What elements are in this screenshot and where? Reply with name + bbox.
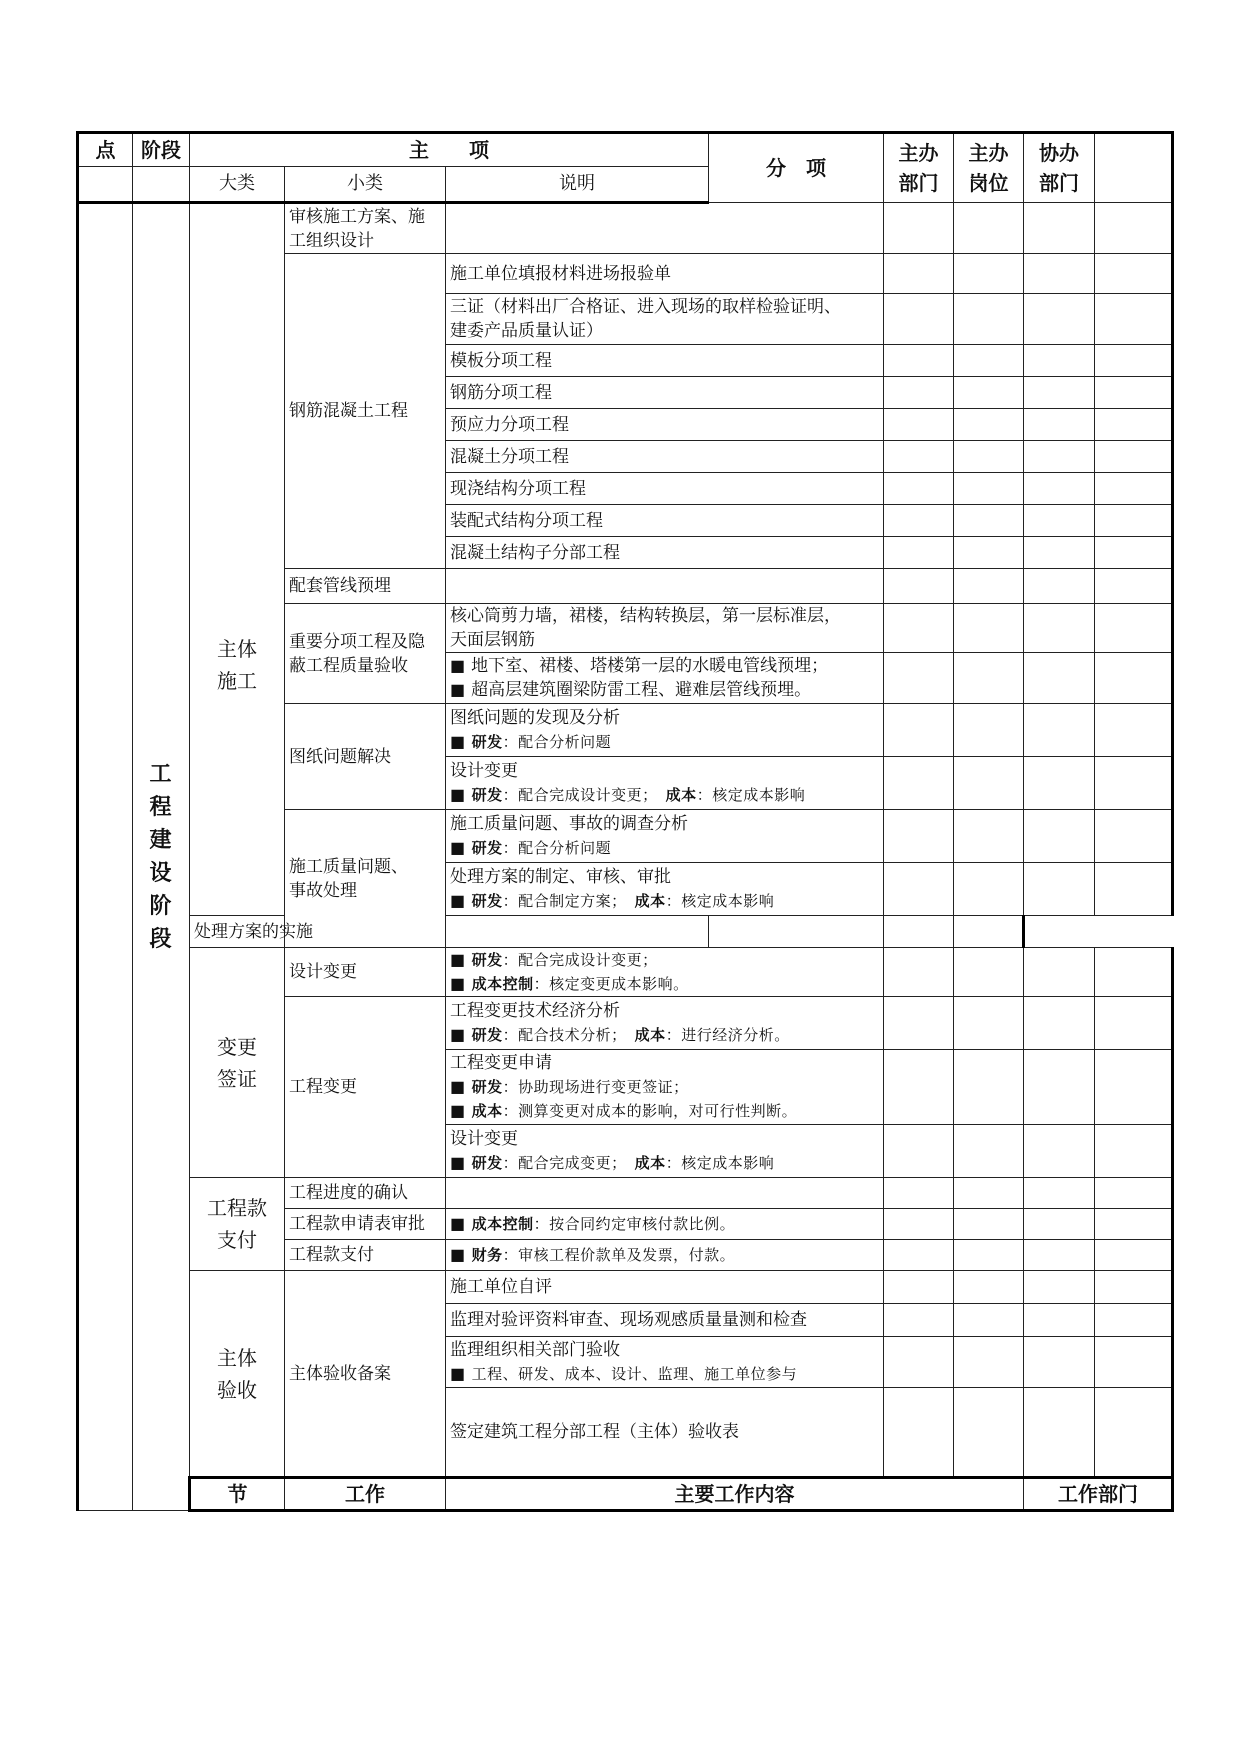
sub-s6: 施工质量问题、 事故处理	[285, 810, 446, 948]
desc-d21: ■ 成本控制：按合同约定审核付款比例。	[446, 1209, 884, 1240]
desc-d26: 签定建筑工程分部工程（主体）验收表	[446, 1388, 884, 1478]
category-zhuti-shigong: 主体 施工	[190, 203, 285, 916]
header-fenxiang: 分 项	[709, 133, 884, 203]
bullet-square-icon: ■	[450, 1101, 466, 1120]
desc-d10: 核心筒剪力墙，裙楼，结构转换层，第一层标准层， 天面层钢筋	[446, 604, 884, 653]
bullet-square-icon: ■	[450, 656, 466, 675]
header-xieban-bumen: 协办 部门	[1024, 133, 1095, 203]
desc-d7: 现浇结构分项工程	[446, 473, 884, 505]
category-gongchengkuan-zhifu: 工程款 支付	[190, 1178, 285, 1271]
header-zhuban-gangwei: 主办 岗位	[954, 133, 1024, 203]
header-shuoming: 说明	[446, 167, 709, 203]
desc-d6: 混凝土分项工程	[446, 441, 884, 473]
sub-s7: 设计变更	[285, 948, 446, 997]
desc-d11: ■ 地下室、裙楼、塔楼第一层的水暖电管线预埋； ■ 超高层建筑圈梁防雷工程、避难层管线预埋。	[446, 653, 884, 704]
stage-cell	[133, 203, 190, 1511]
footer-gongzuo: 工作	[285, 1478, 446, 1511]
dian-cell	[78, 203, 133, 1511]
stage-char: 段	[149, 926, 172, 952]
bullet-square-icon: ■	[450, 1245, 466, 1264]
footer-bumen: 工作部门	[1024, 1478, 1173, 1511]
header-dian: 点	[78, 133, 133, 167]
desc-d15: 处理方案的制定、审核、审批 ■ 研发：配合制定方案； 成本：核定成本影响	[446, 863, 884, 916]
desc-d16: 处理方案的实施	[190, 916, 446, 948]
work-table-sheet	[76, 131, 1171, 1512]
work-table	[76, 131, 1174, 1512]
bullet-square-icon: ■	[450, 785, 466, 804]
cell-blank	[1095, 203, 1173, 254]
desc-d20: 设计变更 ■ 研发：配合完成变更； 成本：核定成本影响	[446, 1125, 884, 1178]
desc-d17: ■ 研发：配合完成设计变更； ■ 成本控制：核定变更成本影响。	[446, 948, 884, 997]
header-blank	[1095, 133, 1173, 203]
footer-row	[78, 1478, 1173, 1511]
desc-d2: 三证（材料出厂合格证、进入现场的取样检验证明、 建委产品质量认证）	[446, 294, 884, 345]
table-row	[78, 203, 1173, 254]
desc-empty	[446, 569, 884, 604]
table-row	[78, 1271, 1173, 1304]
desc-d8: 装配式结构分项工程	[446, 505, 884, 537]
stage-char: 工	[149, 761, 172, 787]
bullet-square-icon: ■	[450, 732, 466, 751]
stage-char: 阶	[149, 893, 172, 919]
header-jieduan-blank	[133, 167, 190, 203]
sub-s5: 图纸问题解决	[285, 704, 446, 810]
header-dalei: 大类	[190, 167, 285, 203]
sub-s8: 工程变更	[285, 997, 446, 1178]
cell-blank	[884, 203, 954, 254]
desc-d24: 监理对验评资料审查、现场观感质量量测和检查	[446, 1304, 884, 1337]
bullet-square-icon: ■	[450, 1025, 466, 1044]
bullet-square-icon: ■	[450, 891, 466, 910]
cell-blank	[954, 203, 1024, 254]
sub-s2: 钢筋混凝土工程	[285, 254, 446, 569]
footer-jie: 节	[190, 1478, 285, 1511]
stage-char: 建	[149, 827, 172, 853]
sub-s3: 配套管线预埋	[285, 569, 446, 604]
bullet-square-icon: ■	[450, 1077, 466, 1096]
bullet-square-icon: ■	[450, 1153, 466, 1172]
desc-empty	[446, 1178, 884, 1209]
desc-d22: ■ 财务：审核工程价款单及发票，付款。	[446, 1240, 884, 1271]
desc-d19: 工程变更申请 ■ 研发：协助现场进行变更签证； ■ 成本：测算变更对成本的影响，对可行性判断。	[446, 1050, 884, 1125]
desc-d18: 工程变更技术经济分析 ■ 研发：配合技术分析； 成本：进行经济分析。	[446, 997, 884, 1050]
sub-s12: 主体验收备案	[285, 1271, 446, 1478]
bullet-square-icon: ■	[450, 974, 466, 993]
bullet-square-icon: ■	[450, 838, 466, 857]
bullet-square-icon: ■	[450, 680, 466, 699]
header-jieduan: 阶段	[133, 133, 190, 167]
desc-d12: 图纸问题的发现及分析 ■ 研发：配合分析问题	[446, 704, 884, 757]
header-zhuban-bumen: 主办 部门	[884, 133, 954, 203]
desc-d3: 模板分项工程	[446, 345, 884, 377]
sub-s4: 重要分项工程及隐 蔽工程质量验收	[285, 604, 446, 704]
header-dian-blank	[78, 167, 133, 203]
sub-s11: 工程款支付	[285, 1240, 446, 1271]
desc-d13: 设计变更 ■ 研发：配合完成设计变更； 成本：核定成本影响	[446, 757, 884, 810]
desc-d14: 施工质量问题、事故的调查分析 ■ 研发：配合分析问题	[446, 810, 884, 863]
desc-d25: 监理组织相关部门验收 ■ 工程、研发、成本、设计、监理、施工单位参与	[446, 1337, 884, 1388]
table-row	[78, 916, 1173, 948]
sub-s9: 工程进度的确认	[285, 1178, 446, 1209]
sub-s10: 工程款申请表审批	[285, 1209, 446, 1240]
table-row	[78, 1178, 1173, 1209]
stage-char: 设	[149, 860, 172, 886]
table-row	[78, 948, 1173, 997]
cell-blank	[1024, 203, 1095, 254]
header-row-1	[78, 133, 1173, 167]
desc-d9: 混凝土结构子分部工程	[446, 537, 884, 569]
desc-d5: 预应力分项工程	[446, 409, 884, 441]
footer-neirong: 主要工作内容	[446, 1478, 1024, 1511]
bullet-square-icon: ■	[450, 1214, 466, 1233]
category-biangeng-qianzheng: 变更 签证	[190, 948, 285, 1178]
header-xiaolei: 小类	[285, 167, 446, 203]
header-zhuxiang: 主 项	[190, 133, 709, 167]
sub-s1: 审核施工方案、施 工组织设计	[285, 203, 446, 254]
stage-char: 程	[149, 794, 172, 820]
bullet-square-icon: ■	[450, 1364, 466, 1383]
desc-d1: 施工单位填报材料进场报验单	[446, 254, 884, 294]
category-zhuti-yanshou: 主体 验收	[190, 1271, 285, 1478]
desc-d4: 钢筋分项工程	[446, 377, 884, 409]
desc-d23: 施工单位自评	[446, 1271, 884, 1304]
bullet-square-icon: ■	[450, 950, 466, 969]
desc-empty	[446, 203, 884, 254]
